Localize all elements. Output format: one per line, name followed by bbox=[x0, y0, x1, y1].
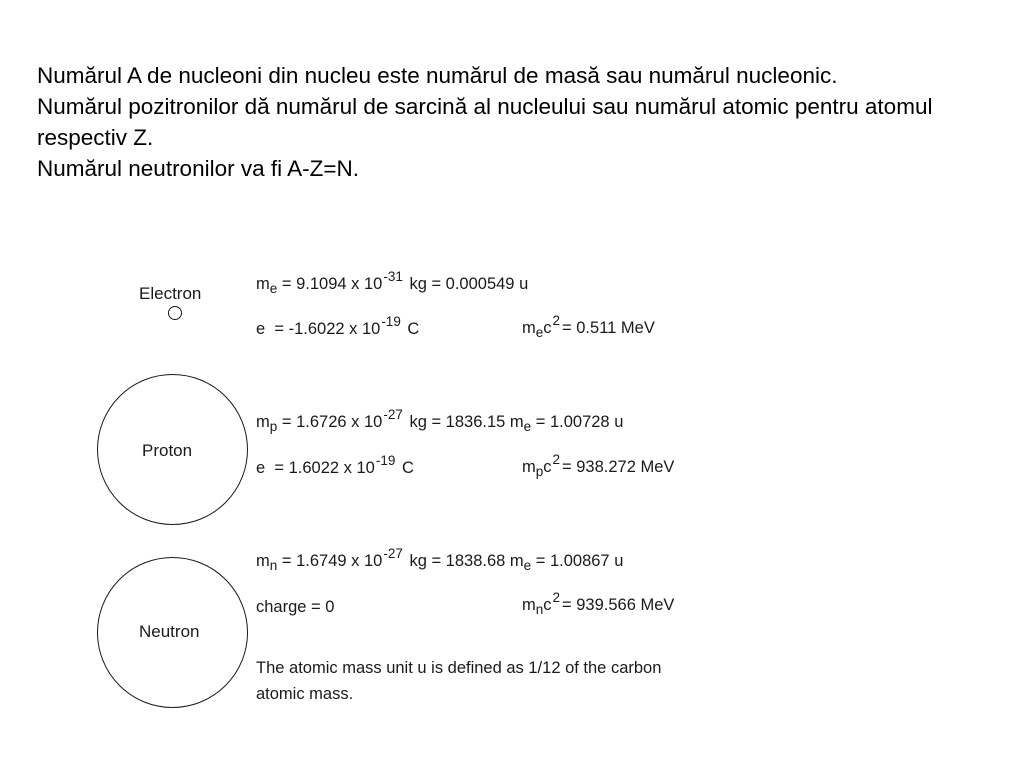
intro-line-neutron-number: Numărul neutronilor va fi A-Z=N. bbox=[37, 156, 359, 181]
footnote-line-2: atomic mass. bbox=[256, 685, 354, 703]
electron-mass-equation: $m_e = 9.1094$ x $10^{-31}$ kg = 0.000549 u bbox=[256, 269, 529, 296]
intro-line-atomic-number: Numărul pozitronilor dă numărul de sarcină al nucleului sau numărul atomic pentru atomul respectiv Z. bbox=[37, 94, 933, 150]
intro-line-mass-number: Numărul A de nucleoni din nucleu este numărul de masă sau numărul nucleonic. bbox=[37, 63, 838, 88]
proton-charge-equation: e = 1.6022 x $10^{-19}$ C bbox=[256, 453, 414, 477]
footnote-line-1: The atomic mass unit u is defined as 1/12 of the carbon bbox=[256, 659, 662, 677]
neutron-label: Neutron bbox=[139, 622, 200, 641]
proton-energy-equation: $m_pc^2 = 938.272$ MeV bbox=[522, 452, 675, 479]
proton-mass-equation: $m_p = 1.6726$ x $10^{-27}$ kg = 1836.15 $m_e = 1.00728$ u bbox=[256, 407, 624, 434]
neutron-mass-equation: $m_n = 1.6749$ x $10^{-27}$ kg = 1838.68 $m_e = 1.00867$ u bbox=[256, 546, 624, 573]
neutron-charge-text: charge = 0 bbox=[256, 598, 335, 616]
neutron-energy-equation: $m_nc^2 = 939.566$ MeV bbox=[522, 590, 675, 617]
proton-label: Proton bbox=[142, 441, 193, 460]
electron-charge-equation: e = -1.6022 x $10^{-19}$ C bbox=[256, 314, 420, 338]
electron-energy-equation: $m_ec^2 = 0.511$ MeV bbox=[522, 313, 655, 340]
electron-label: Electron bbox=[139, 284, 202, 303]
electron-circle bbox=[168, 306, 182, 320]
